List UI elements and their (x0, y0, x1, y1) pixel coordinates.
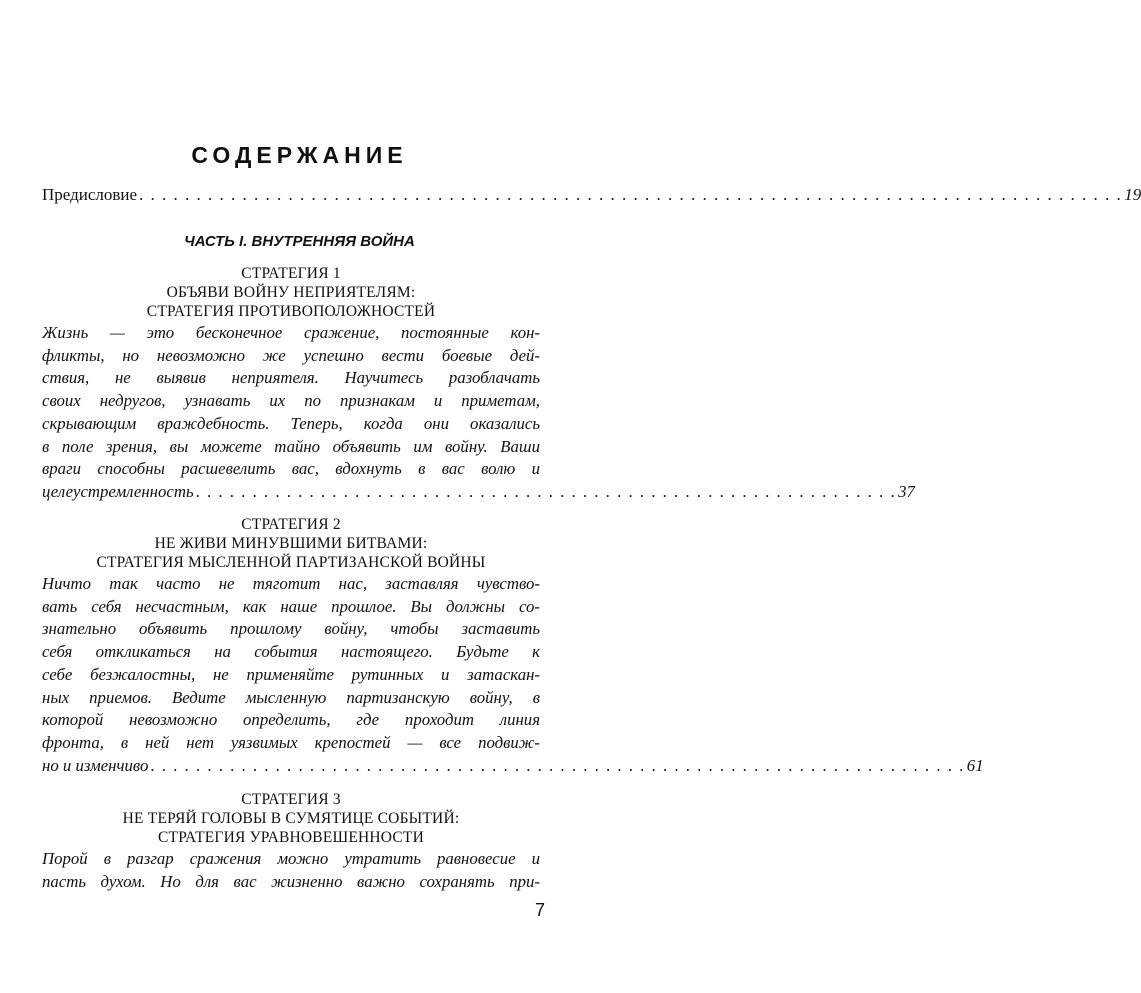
description-line: но и изменчиво (42, 755, 149, 775)
part-heading: ЧАСТЬ I. ВНУТРЕННЯЯ ВОЙНА (184, 233, 415, 250)
page-number: 7 (534, 900, 545, 920)
strategy-description (42, 848, 540, 893)
strategy-title: НЕ ТЕРЯЙ ГОЛОВЫ В СУМЯТИЦЕ СОБЫТИЙ: (122, 810, 460, 827)
toc-entry-page: 61 (966, 755, 984, 775)
description-line: Жизнь — это бесконечное сражение, постоянные кон- (42, 323, 540, 342)
description-line: вать себя несчастным, как наше прошлое. Вы должны со- (42, 596, 540, 616)
description-line: скрывающим враждебность. Теперь, когда они оказались (42, 413, 540, 433)
dot-leader: . . . . . . . . . . . . . . . . . . . . . . . . . . . . . . . . . . . . . . . . . . . . . . . . . . . . . . . . . . . . . . (195, 481, 897, 501)
toc-strategy-3[interactable] (42, 790, 540, 893)
description-line: пасть духом. Но для вас жизненно важно сохранять при- (42, 871, 540, 891)
strategy-description (42, 573, 984, 777)
toc-strategy-2[interactable] (42, 515, 984, 777)
description-line: в поле зрения, вы можете тайно объявить им войну. Ваши (42, 436, 540, 456)
toc-strategy-1[interactable] (42, 264, 915, 504)
page-heading: СОДЕРЖАНИЕ (191, 142, 408, 168)
description-line: себе безжалостны, не применяйте рутинных и затаскан- (42, 664, 540, 684)
strategy-number: СТРАТЕГИЯ 1 (241, 265, 341, 282)
toc-entry-preface[interactable] (42, 184, 1141, 206)
description-line: фликты, но невозможно же успешно вести боевые дей- (42, 345, 540, 365)
description-line: фронта, в ней нет уязвимых крепостей — все подвиж- (42, 732, 540, 752)
strategy-description (42, 322, 915, 504)
description-line: которой невозможно определить, где проходит линия (42, 710, 540, 730)
strategy-number: СТРАТЕГИЯ 3 (241, 791, 341, 808)
description-line: целеустремленность (42, 481, 194, 501)
description-line: враги способны расшевелить вас, вдохнуть в вас волю и (42, 459, 540, 479)
strategy-subtitle: СТРАТЕГИЯ УРАВНОВЕШЕННОСТИ (158, 829, 424, 846)
description-line: ных приемов. Ведите мысленную партизанскую войну, в (42, 687, 540, 707)
strategy-title: НЕ ЖИВИ МИНУВШИМИ БИТВАМИ: (154, 535, 428, 552)
strategy-title: ОБЪЯВИ ВОЙНУ НЕПРИЯТЕЛЯМ: (166, 284, 416, 301)
description-line: Ничто так часто не тяготит нас, заставляя чувство- (42, 574, 540, 593)
toc-entry-page: 37 (898, 481, 915, 501)
toc-entry-label: Предисловие (42, 185, 138, 204)
description-line: ствия, не выявив неприятеля. Научитесь разоблачать (42, 368, 540, 388)
description-line: Порой в разгар сражения можно утратить равновесие и (42, 849, 540, 868)
toc-entry-page: 19 (1124, 185, 1141, 204)
strategy-subtitle: СТРАТЕГИЯ МЫСЛЕННОЙ ПАРТИЗАНСКОЙ ВОЙНЫ (96, 554, 486, 571)
description-line: знательно объявить прошлому войну, чтобы заставить (42, 619, 540, 639)
strategy-number: СТРАТЕГИЯ 2 (241, 516, 341, 533)
description-line: своих недругов, узнавать их по признакам и приметам, (42, 391, 540, 411)
dot-leader: . . . . . . . . . . . . . . . . . . . . . . . . . . . . . . . . . . . . . . . . . . . . . . . . . . . . . . . . . . . . . . . . . . . . . . . . . . . . . . . . . . . . . . (139, 185, 1123, 204)
dot-leader: . . . . . . . . . . . . . . . . . . . . . . . . . . . . . . . . . . . . . . . . . . . . . . . . . . . . . . . . . . . . . . . . . . . . . . . . (150, 755, 965, 775)
strategy-subtitle: СТРАТЕГИЯ ПРОТИВОПОЛОЖНОСТЕЙ (146, 303, 436, 320)
description-line: себя откликаться на события настоящего. Будьте к (42, 642, 540, 662)
